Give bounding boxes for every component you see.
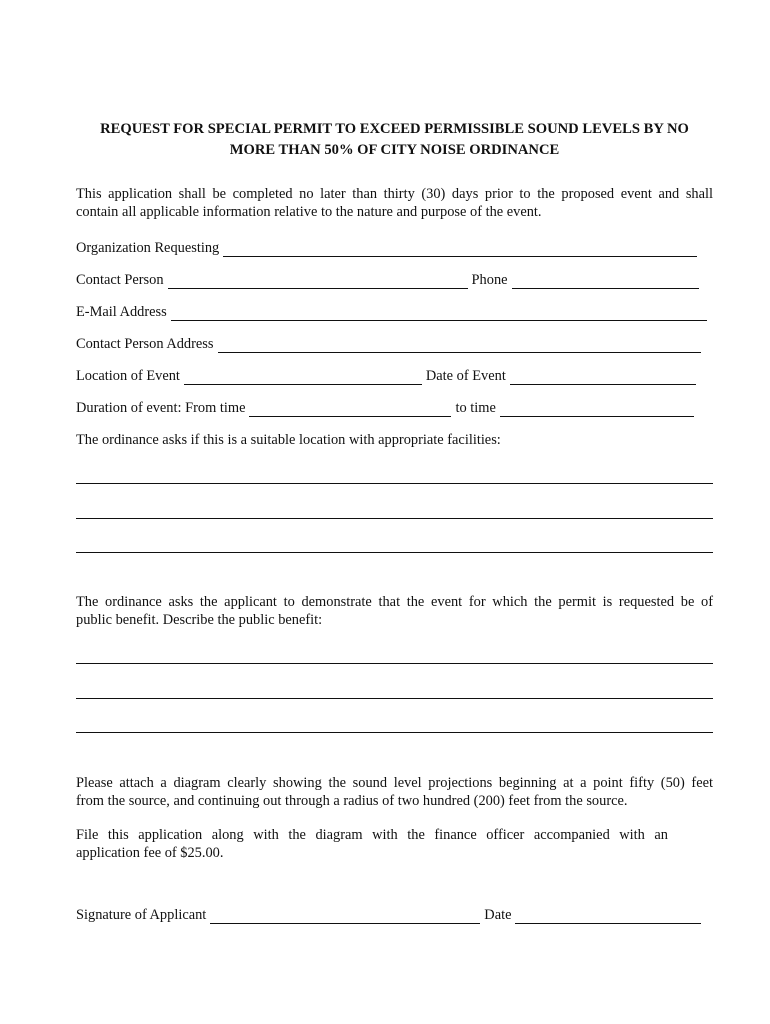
benefit-answer-line-3[interactable] — [76, 732, 713, 733]
contact-address-label: Contact Person Address — [76, 336, 214, 352]
phone-field[interactable] — [512, 274, 699, 289]
location-answer-line-2[interactable] — [76, 518, 713, 519]
file-line-1: File this application along with the diagram with the finance officer accompanied with an — [76, 827, 668, 843]
email-label: E-Mail Address — [76, 304, 167, 320]
contact-address-field[interactable] — [218, 338, 701, 353]
location-answer-line-3[interactable] — [76, 552, 713, 553]
diagram-paragraph — [76, 774, 713, 810]
date-of-event-field[interactable] — [510, 370, 696, 385]
email-row — [76, 303, 713, 321]
to-time-label: to time — [455, 400, 496, 416]
date-of-event-label: Date of Event — [425, 368, 506, 384]
from-time-field[interactable] — [249, 402, 451, 417]
contact-address-row — [76, 335, 713, 353]
signature-label: Signature of Applicant — [76, 907, 207, 923]
location-question: The ordinance asks if this is a suitable location with appropriate facilities: — [76, 432, 501, 448]
intro-line-1: This application shall be completed no later than thirty (30) days prior to the proposed event and shall — [76, 186, 713, 202]
location-answer-line-1[interactable] — [76, 483, 713, 484]
benefit-answer-line-2[interactable] — [76, 698, 713, 699]
intro-line-2: contain all applicable information relative to the nature and purpose of the event. — [76, 204, 542, 220]
location-field[interactable] — [184, 370, 422, 385]
signature-date-field[interactable] — [515, 909, 701, 924]
diagram-line-1: Please attach a diagram clearly showing the sound level projections beginning at a point fifty (50) feet — [76, 775, 713, 791]
benefit-answer-line-1[interactable] — [76, 663, 713, 664]
file-paragraph — [76, 826, 668, 862]
organization-row — [76, 239, 713, 257]
benefit-line-1: The ordinance asks the applicant to demonstrate that the event for which the permit is requested be of — [76, 594, 713, 610]
signature-field[interactable] — [210, 909, 480, 924]
form-title — [76, 119, 713, 161]
contact-person-label: Contact Person — [76, 272, 164, 288]
to-time-field[interactable] — [500, 402, 694, 417]
email-field[interactable] — [171, 306, 707, 321]
file-line-2: application fee of $25.00. — [76, 845, 224, 861]
duration-row — [76, 399, 713, 417]
contact-person-row — [76, 271, 713, 289]
benefit-answer-lines — [76, 629, 713, 774]
diagram-line-2: from the source, and continuing out through a radius of two hundred (200) feet from the source. — [76, 793, 628, 809]
duration-label: Duration of event: From time — [76, 400, 246, 416]
contact-person-field[interactable] — [168, 274, 468, 289]
form-title-line-2: MORE THAN 50% OF CITY NOISE ORDINANCE — [229, 142, 560, 158]
location-row — [76, 367, 713, 385]
organization-label: Organization Requesting — [76, 240, 220, 256]
organization-field[interactable] — [223, 242, 697, 257]
benefit-line-2: public benefit. Describe the public benefit: — [76, 612, 323, 628]
benefit-paragraph — [76, 593, 713, 629]
location-answer-lines — [76, 449, 713, 593]
intro-paragraph — [76, 185, 713, 221]
signature-row — [76, 906, 713, 924]
signature-date-label: Date — [484, 907, 512, 923]
permit-form — [76, 119, 713, 924]
form-title-line-1: REQUEST FOR SPECIAL PERMIT TO EXCEED PERMISSIBLE SOUND LEVELS BY NO — [100, 121, 689, 137]
phone-label: Phone — [471, 272, 508, 288]
location-label: Location of Event — [76, 368, 180, 384]
